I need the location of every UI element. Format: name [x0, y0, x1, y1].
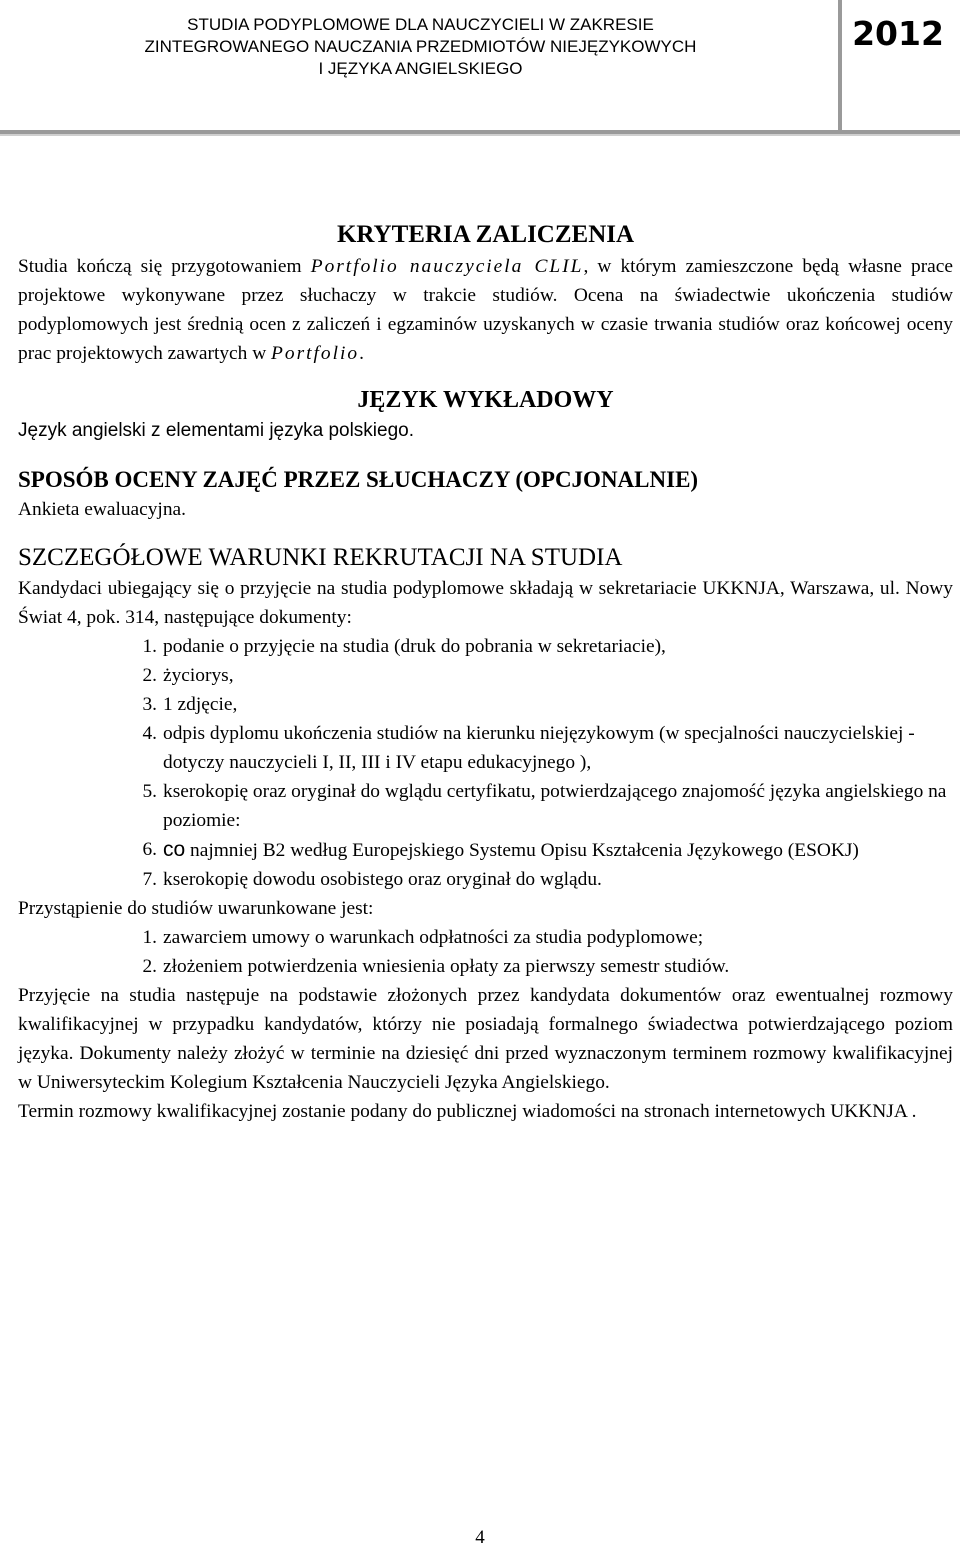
header-divider-vertical — [838, 0, 842, 134]
kryteria-heading: KRYTERIA ZALICZENIA — [336, 221, 635, 248]
jezyk-text: Język angielski z elementami języka polskiego. — [18, 420, 415, 441]
list-item: 7. kserokopię dowodu osobistego oraz oryginał do wglądu. — [142, 869, 602, 890]
portfolio-clil-term: Portfolio nauczyciela CLIL — [310, 256, 584, 277]
header-line-3: I JĘZYKA ANGIELSKIEGO — [318, 59, 523, 78]
header-line-2: ZINTEGROWANEGO NAUCZANIA PRZEDMIOTÓW NIEJĘZYKOWYCH — [144, 37, 697, 56]
termin-paragraph: Termin rozmowy kwalifikacyjnej zostanie podany do publicznej wiadomości na stronach internetowych UKKNJA . — [18, 1101, 917, 1122]
header-divider-shadow — [0, 134, 960, 136]
list-item: 1. zawarciem umowy o warunkach odpłatności za studia podyplomowe; — [142, 927, 704, 948]
warunki-intro: Kandydaci ubiegający się o przyjęcie na studia podyplomowe składają w sekretariacie UKKNJA, Warszawa, ul. Nowy Świat 4, pok. 314, następujące dokumenty: — [18, 578, 953, 628]
portfolio-term: Portfolio — [271, 343, 360, 364]
list-item: 4. odpis dyplomu ukończenia studiów na kierunku niejęzykowym (w specjalności nauczycielskiej - dotyczy nauczycieli I, II, III i IV etapu edukacyjnego ), — [142, 723, 915, 773]
header-line-1: STUDIA PODYPLOMOWE DLA NAUCZYCIELI W ZAKRESIE — [187, 15, 654, 34]
list-item: 2. złożeniem potwierdzenia wniesienia opłaty za pierwszy semestr studiów. — [142, 956, 730, 977]
sposob-heading: SPOSÓB OCENY ZAJĘĆ PRZEZ SŁUCHACZY (OPCJONALNIE) — [18, 467, 699, 492]
documents-list — [18, 632, 953, 894]
list-item: 5. kserokopię oraz oryginał do wglądu certyfikatu, potwierdzającego znajomość języka angielskiego na poziomie: — [142, 781, 947, 831]
header-title — [18, 14, 823, 80]
kryteria-text-end: . — [359, 343, 364, 364]
header-year: 2012 — [852, 14, 944, 53]
list-item: 1. podanie o przyjęcie na studia (druk do pobrania w sekretariacie), — [142, 636, 666, 657]
list-item: 2. życiorys, — [142, 665, 234, 686]
kryteria-paragraph — [18, 252, 953, 368]
admission-paragraph: Przyjęcie na studia następuje na podstawie złożonych przez kandydata dokumentów oraz ewentualnej rozmowy kwalifikacyjnej w przypadku kandydatów, którzy nie posiadają formalnego świadectwa potwierdzającego poziom języka. Dokumenty należy złożyć w terminie na dziesięć dni przed wyznaczonym terminem rozmowy kwalifikacyjnej w Uniwersyteckim Kolegium Kształcenia Nauczycieli Języka Angielskiego. — [18, 985, 953, 1093]
list-item: 6. co najmniej B2 według Europejskiego Systemu Opisu Kształcenia Językowego (ESOKJ) — [142, 838, 859, 861]
list-item-text: najmniej B2 według Europejskiego Systemu Opisu Kształcenia Językowego (ESOKJ) — [185, 840, 859, 861]
list-item-prefix: co — [163, 838, 186, 861]
conditions-list — [18, 923, 953, 981]
list-item: 3. 1 zdjęcie, — [142, 694, 238, 715]
warunki-heading: SZCZEGÓŁOWE WARUNKI REKRUTACJI NA STUDIA — [18, 544, 623, 571]
jezyk-heading: JĘZYK WYKŁADOWY — [357, 387, 614, 413]
page-content — [18, 218, 953, 1126]
page-number: 4 — [475, 1527, 485, 1548]
conditions-intro: Przystąpienie do studiów uwarunkowane jest: — [18, 898, 374, 919]
sposob-text: Ankieta ewaluacyjna. — [18, 499, 186, 520]
page-header — [0, 0, 960, 140]
kryteria-text-a: Studia kończą się przygotowaniem — [18, 256, 311, 277]
kryteria-text-b: , w którym zamieszczone będą własne prace projektowe wykonywane przez słuchaczy w trakcie studiów. Ocena na świadectwie ukończenia studiów podyplomowych jest średnią ocen z zaliczeń i egzaminów uzyskanych w czasie trwania studiów oraz końcowej oceny prac projektowych zawartych w — [18, 256, 953, 364]
